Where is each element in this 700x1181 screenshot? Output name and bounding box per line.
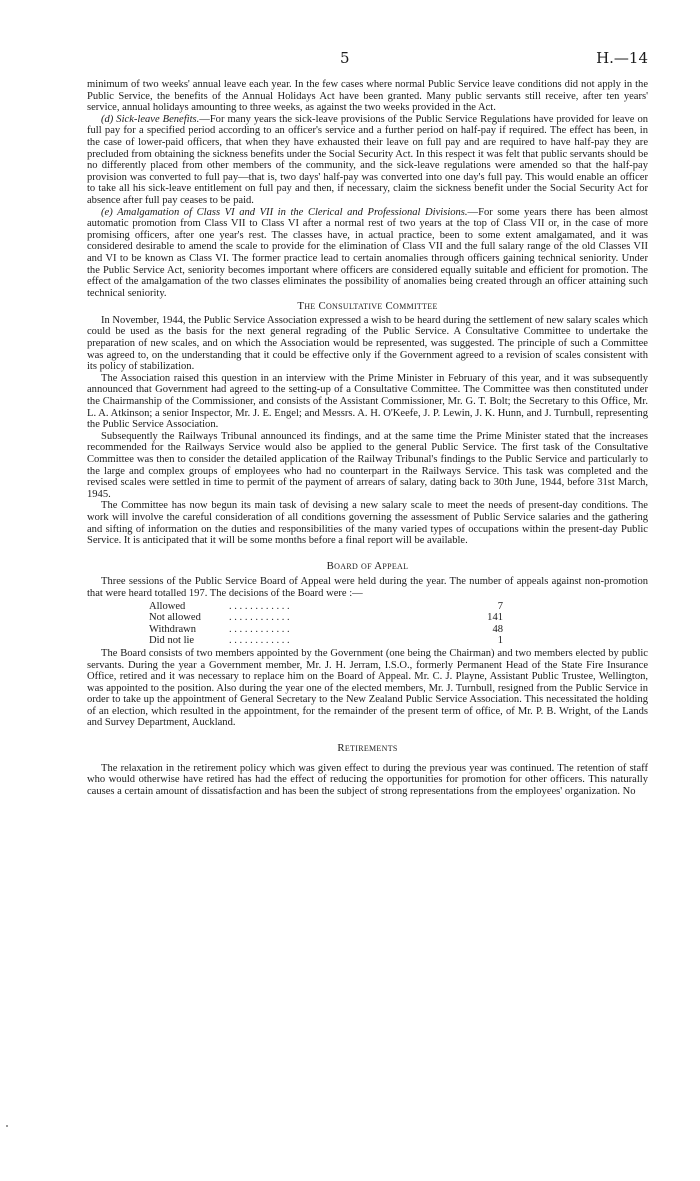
consultative-paragraph-3: Subsequently the Railways Tribunal announced its findings, and at the same time the Prime Minister stated that the increases recommended for the Railways Service would also be applied to the general Public Service. The first task of the Consultative Committee was then to consider the detailed application of the Railway Tribunal's findings to the Public Service and particularly to the large and complex groups of employees who had no counterpart in the Railways Service. This task was completed and the revised scales were settled in time to permit of the payment of arrears of salary, dating back to 30th June, 1944, before 31st March, 1945. <box>87 430 648 500</box>
page-number: 5 <box>340 49 350 67</box>
board-intro-paragraph: Three sessions of the Public Service Board of Appeal were held during the year. The number of appeals against non-promotion that were heard totalled 197. The decisions of the Board were :— <box>87 576 648 599</box>
document-body <box>87 79 648 797</box>
leader-dots: . . . . . . . . . . . . <box>229 623 290 635</box>
consultative-paragraph-1: In November, 1944, the Public Service Association expressed a wish to be heard during the settlement of new salary scales which could be used as the basis for the next general regrading of the Public Service. A Consultative Committee to undertake the preparation of new scales, and on which the Association would be represented, was suggested. The principle of such a Committee was agreed to, on the understanding that it could be effective only if the Government agreed to a revision of scales consistent with its policy of stabilization. <box>87 314 648 373</box>
decision-row <box>87 624 648 636</box>
decision-label: Not allowed <box>149 612 201 624</box>
decision-label: Withdrawn <box>149 623 197 635</box>
page-header <box>0 49 700 69</box>
amalgamation-label: (e) Amalgamation of Class VI and VII in the Clerical and Professional Divisions. <box>101 206 468 218</box>
decision-row <box>87 601 648 613</box>
decision-value: 141 <box>487 612 503 624</box>
annual-leave-paragraph: minimum of two weeks' annual leave each year. In the few cases where normal Public Service leave conditions did not apply in the Public Service, the benefits of the Annual Holidays Act have been granted. Many public servants still receive, after ten years' service, annual holidays amounting to three weeks, as against the two weeks provided in the Act. <box>87 79 648 114</box>
document-reference: H.—14 <box>596 49 648 67</box>
retirements-paragraph: The relaxation in the retirement policy which was given effect to during the previous year was continued. The retention of staff who would otherwise have retired has had the effect of reducing the opportunities for promotion for other officers. This naturally causes a certain amount of dissatisfaction and has been the subject of strong representations from the employees' organization. No <box>87 762 648 797</box>
decision-value: 7 <box>497 600 503 612</box>
sick-leave-text: —For many years the sick-leave provisions of the Public Service Regulations have provided for leave on full pay for a specified period according to an officer's service and a further period on half-pay if required. The effect has been, in the case of lower-paid officers, that when they have exhausted their leave on full pay and are required to have half-pay they are precluded from obtaining the sickness benefits under the Social Security Act. In this respect it was felt that public servants should be no differently placed from other members of the community, and the sick-leave regulations were amended so that the half-pay provision was converted to full pay—that is, two days' half-pay was converted into one day's full pay. This would enable an officer to take all his sick-leave entitlement on full pay and then, if necessary, claim the sickness benefit under the Social Security Act for absence after full pay ceases to be paid. <box>87 113 648 206</box>
board-members-paragraph: The Board consists of two members appointed by the Government (one being the Chairman) and two members elected by public servants. During the year a Government member, Mr. J. H. Jerram, I.S.O., formerly Permanent Head of the State Fire Insurance Office, retired and it was necessary to replace him on the Board of Appeal. Mr. C. J. Playne, Assistant Public Trustee, Wellington, was appointed to the position. Also during the year one of the elected members, Mr. J. Turnbull, resigned from the Public Service in order to take up the appointment of General Secretary to the New Zealand Public Service Association. This necessitated the holding of an election, which resulted in the appointment, for the remainder of the present term of office, of Mr. P. B. Wright, of the Lands and Survey Department, Auckland. <box>87 647 648 729</box>
sick-leave-paragraph <box>87 114 648 207</box>
consultative-paragraph-4: The Committee has now begun its main task of devising a new salary scale to meet the needs of present-day conditions. The work will involve the careful consideration of all conditions governing the assessment of Public Service salaries and the gathering and sifting of information on the duties and responsibilities of the many varied types of occupations within the present-day Public Service. It is anticipated that it will be some months before a final report will be available. <box>87 500 648 547</box>
amalgamation-text: —For some years there has been almost automatic promotion from Class VII to Class VI after a normal rest of two years at the top of Class VII or, in the case of more promising officers, after one year's rest. The classes have, in actual practice, been to some extent amalgamated, and it was considered desirable to amend the scale to provide for the elimination of Class VII and the full salary range of the old Classes VII and VI to be known as Class VI. The former practice lead to certain anomalies through officers gaining technical seniority. Under the Public Service Act, seniority becomes important where officers are considered equally suitable and efficient for promotion. The effect of the amalgamation of the two classes eliminates the possibility of anomalies being created through an officer attaining such technical seniority. <box>87 206 648 299</box>
decisions-table <box>87 601 648 647</box>
leader-dots: . . . . . . . . . . . . <box>229 600 290 612</box>
consultative-paragraph-2: The Association raised this question in an interview with the Prime Minister in February of this year, and it was subsequently announced that Government had agreed to the setting-up of a Consultative Committee. The Committee was then constituted under the Chairmanship of the Commissioner, and consists of the Assistant Commissioner, Mr. G. T. Bolt; the Secretary to this Office, Mr. L. A. Atkinson; a senior Inspector, Mr. J. E. Engel; and Messrs. A. H. O'Keefe, J. P. Lewin, J. K. Hunn, and J. Turnbull, representing the Public Service Association. <box>87 372 648 431</box>
decision-value: 48 <box>492 623 503 635</box>
amalgamation-paragraph <box>87 207 648 300</box>
leader-dots: . . . . . . . . . . . . <box>229 612 290 624</box>
board-of-appeal-heading: Board of Appeal <box>326 559 409 572</box>
consultative-committee-heading: The Consultative Committee <box>297 300 438 313</box>
retirements-heading: Retirements <box>337 742 398 755</box>
decision-row <box>87 635 648 647</box>
leader-dots: . . . . . . . . . . . . <box>229 635 290 647</box>
decision-value: 1 <box>497 635 503 647</box>
sick-leave-label: (d) Sick-leave Benefits. <box>101 113 200 125</box>
decision-label: Allowed <box>149 600 186 612</box>
decision-label: Did not lie <box>149 635 195 647</box>
scan-speck <box>6 1125 8 1127</box>
decision-row <box>87 612 648 624</box>
